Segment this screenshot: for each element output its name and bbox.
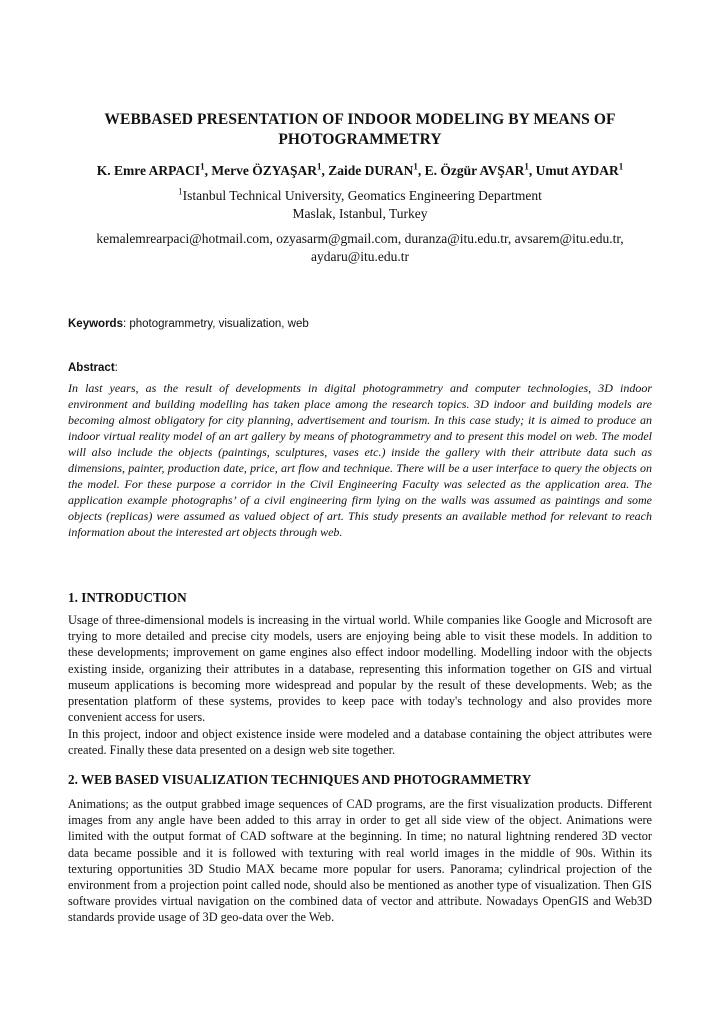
author-emails: kemalemrearpaci@hotmail.com, ozyasarm@gmail.com, duranza@itu.edu.tr, avsarem@itu.edu.tr, aydaru@itu.edu.tr [96,231,624,264]
keywords-text: : photogrammetry, visualization, web [122,318,309,330]
affiliation-line-2: Maslak, Istanbul, Turkey [292,206,428,221]
author-name: E. Özgür AVŞAR [424,163,525,178]
author-separator: , [528,163,536,178]
abstract-label: Abstract [68,362,115,374]
author-list [40,162,680,180]
author-separator: , [417,163,425,178]
author-affiliation-mark: 1 [413,161,418,172]
abstract-text: In last years, as the result of developments in digital photogrammetry and computer technologies, 3D indoor environment and building modelling has taken place among the research topics. 3D indoor and building models are becoming almost obligatory for city planning, advertisement and tourism. In this case study; it is aimed to produce an indoor virtual reality model of an art gallery by means of photogrammetry and to present this model on web. The model will also include the objects (paintings, sculptures, vases etc.) inside the gallery with their attribute data such as dimensions, painter, production date, price, art flow and technique. There will be a user interface to query the objects on the model. For these purpose a corridor in the Civil Engineering Faculty was selected as the application area. The application example photographs’ of a civil engineering firm lying on the walls was assumed as paintings and some objects (replicas) were assumed as valued object of art. This study presents an available method for relevant to reach information about the interested art objects through web. [68,381,652,540]
keywords-label: Keywords [68,318,123,330]
author-separator: , [321,163,329,178]
paragraph: In this project, indoor and object existence inside were modeled and a database containing the object attributes were created. Finally these data presented on a design web site together. [68,727,652,758]
section-heading-web-visualization: 2. WEB BASED VISUALIZATION TECHNIQUES AND PHOTOGRAMMETRY [68,772,532,787]
author-separator: , [204,163,212,178]
author-affiliation-mark: 1 [524,161,529,172]
paper-title: WEBBASED PRESENTATION OF INDOOR MODELING BY MEANS OF PHOTOGRAMMETRY [104,111,616,148]
author-affiliation-mark: 1 [618,161,624,172]
section-heading-introduction: 1. INTRODUCTION [68,590,187,605]
keywords [68,316,658,332]
author-affiliation-mark: 1 [317,161,322,172]
affiliation-line-1: Istanbul Technical University, Geomatics Engineering Department [182,188,542,203]
affiliation-mark: 1 [178,186,183,197]
author-name: K. Emre ARPACI [96,163,201,178]
author-name: Umut AYDAR [535,163,619,178]
affiliation [60,187,660,223]
author-affiliation-mark: 1 [200,161,205,172]
author-name: Zaide DURAN [328,163,414,178]
paragraph: Usage of three-dimensional models is increasing in the virtual world. While companies like Google and Microsoft are trying to more detailed and precise city models, users are enjoying being able to visit these models. In addition to these developments; improvement on game engines also effect indoor modelling. Modelling indoor with the objects existing inside, organizing their attributes in a database, representing this information together on GIS and virtual museum applications is becoming more widespread and popular by the result of these developments. Web; as the presentation platform of these systems, provides to keep pace with today's technology and also provides more convenient access for users. [68,613,652,725]
abstract-colon: : [114,362,118,374]
paragraph: Animations; as the output grabbed image sequences of CAD programs, are the first visualization products. Different images from any angle have been added to this array in order to get all side view of the object. Animations were limited with the output format of CAD software at the beginning. In time; no natural lightning rendered 3D vector data became possible and it is followed with texturing with real world images in the middle of 90s. Within its texturing opportunities 3D Studio MAX became more popular for users. Panorama; cylindrical projection of the environment from a projection point called node, should also be mentioned as another type of visualization. Then GIS software provides virtual navigation on the combined data of vector and attribute. Nowadays OpenGIS and Web3D standards provide usage of 3D geo-data over the Web. [68,797,652,925]
abstract-heading [68,360,118,376]
author-name: Merve ÖZYAŞAR [211,163,318,178]
